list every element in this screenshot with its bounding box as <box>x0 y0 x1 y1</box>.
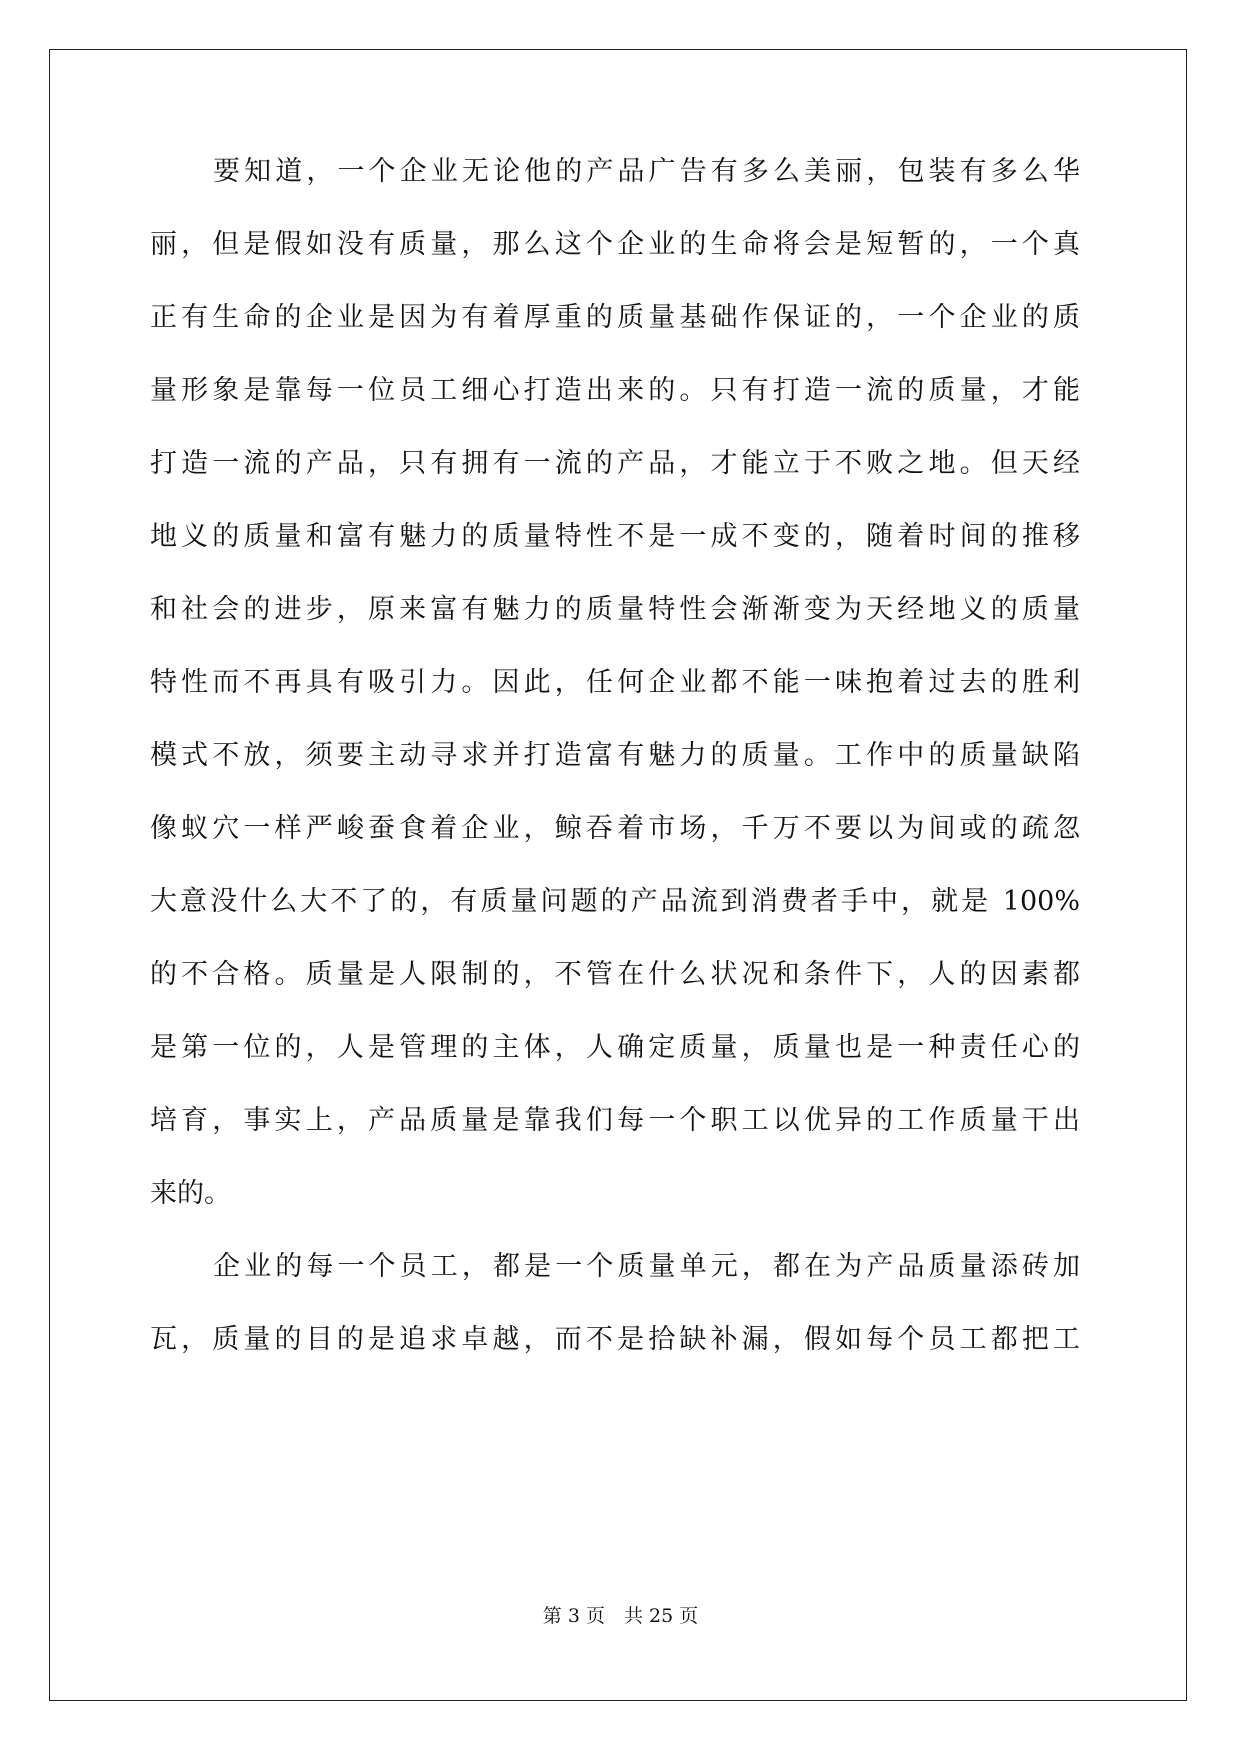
paragraph-1-line-1: 要知道，一个企业无论他的产品广告有多么美丽，包装有多么华 <box>213 156 1080 187</box>
page-border <box>49 49 1187 1701</box>
paragraph-1-line-8: 特性而不再具有吸引力。因此，任何企业都不能一味抱着过去的胜利 <box>150 667 1080 698</box>
page-number-label: 第 3 页 共 25 页 <box>542 1605 699 1627</box>
paragraph-2-line-2: 瓦，质量的目的是追求卓越，而不是拾缺补漏，假如每个员工都把工 <box>150 1324 1080 1355</box>
paragraph-1-line-2: 丽，但是假如没有质量，那么这个企业的生命将会是短暂的，一个真 <box>150 229 1080 260</box>
paragraph-1-line-9: 模式不放，须要主动寻求并打造富有魅力的质量。工作中的质量缺陷 <box>150 740 1080 771</box>
paragraph-1-line-11: 大意没什么大不了的，有质量问题的产品流到消费者手中，就是 100% <box>150 886 1080 917</box>
paragraph-1-line-7: 和社会的进步，原来富有魅力的质量特性会渐渐变为天经地义的质量 <box>150 594 1080 625</box>
paragraph-1-line-3: 正有生命的企业是因为有着厚重的质量基础作保证的，一个企业的质 <box>150 302 1080 333</box>
paragraph-1-line-15: 来的。 <box>150 1178 231 1209</box>
paragraph-1-line-14: 培育，事实上，产品质量是靠我们每一个职工以优异的工作质量干出 <box>150 1105 1080 1136</box>
paragraph-1-line-13: 是第一位的，人是管理的主体，人确定质量，质量也是一种责任心的 <box>150 1032 1080 1063</box>
paragraph-1-line-6: 地义的质量和富有魅力的质量特性不是一成不变的，随着时间的推移 <box>150 521 1080 552</box>
page-footer <box>0 1603 1241 1629</box>
paragraph-1-line-5: 打造一流的产品，只有拥有一流的产品，才能立于不败之地。但天经 <box>150 448 1080 479</box>
paragraph-1-line-4: 量形象是靠每一位员工细心打造出来的。只有打造一流的质量，才能 <box>150 375 1080 406</box>
paragraph-1-line-12: 的不合格。质量是人限制的，不管在什么状况和条件下，人的因素都 <box>150 959 1080 990</box>
paragraph-1-line-10: 像蚁穴一样严峻蚕食着企业，鲸吞着市场，千万不要以为间或的疏忽 <box>150 813 1080 844</box>
paragraph-2-line-1: 企业的每一个员工，都是一个质量单元，都在为产品质量添砖加 <box>213 1251 1080 1282</box>
